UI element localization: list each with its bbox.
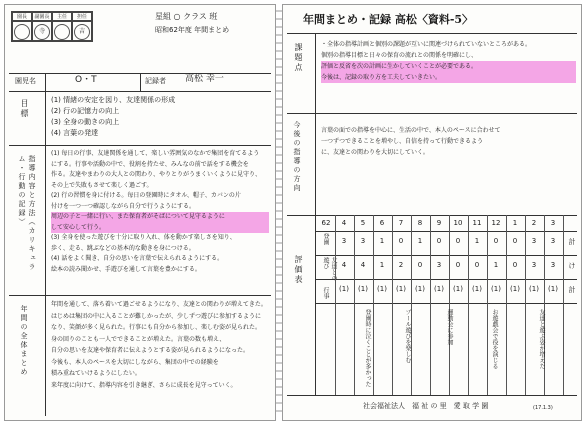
summary-line: 年間を通して、落ち着いて過ごせるようになり、友達との関わりが増えてきた。	[51, 301, 267, 308]
eval-value-cell: 0	[436, 237, 442, 245]
eval-value-cell: 0	[455, 261, 461, 269]
summary-line: 今後も、本人のペースを大切にしながら、集団の中での経験を	[51, 358, 219, 366]
guidance-line: その上で失敗もさせて楽しく過ごす。	[51, 181, 153, 189]
eval-value-cell: (1)	[434, 285, 444, 293]
eval-value-cell: 2	[398, 261, 404, 269]
seal-principal	[14, 24, 30, 40]
eval-value-cell: (1)	[548, 285, 558, 293]
column-rule	[411, 215, 412, 395]
issues-line-highlighted: 評価と反省を次の計画に生かしていくことが必要である。	[321, 61, 576, 72]
guidance-line: (2) 行の習慣を身に付ける。毎日の登園時にタオル、帽子、カバンの片	[51, 192, 241, 199]
eval-note: 登園時に泣くことが多かった	[364, 309, 371, 387]
eval-value-cell: 1	[493, 261, 499, 269]
month-header-cell: 2	[531, 219, 537, 227]
eval-value-cell: 3	[360, 237, 366, 245]
summary-line: 来年度に向けて、指導内容を引き継ぎ、さらに成長を見守っていく。	[51, 381, 237, 389]
eval-value-cell: 1	[379, 261, 385, 269]
guidance-line: 作る。友達やまわりの大人との関わり、やりとりがうまくいくように見守り、	[51, 171, 262, 178]
column-rule	[392, 215, 393, 395]
month-header-cell: 7	[398, 219, 404, 227]
guidance-line: 歩く、走る、跳ぶなどの基本的な動きを身につける。	[51, 244, 195, 252]
column-rule	[506, 215, 507, 395]
eval-value-cell: (1)	[453, 285, 463, 293]
eval-value-cell: 0	[455, 237, 461, 245]
eval-value-cell: 0	[512, 237, 518, 245]
column-rule	[487, 215, 488, 395]
eval-value-cell: (1)	[377, 285, 387, 293]
month-header-cell: 12	[491, 219, 501, 227]
goals-list	[51, 95, 266, 139]
eval-value-cell: (1)	[472, 285, 482, 293]
child-name: O・T	[75, 75, 97, 85]
approval-stamp-grid	[11, 11, 93, 42]
guidance-line-highlighted: 周辺の子と一緒に行い、また保育者がそばについて見守るように	[51, 212, 269, 223]
column-rule	[525, 215, 526, 395]
eval-note: 友達と遊ぶ姿が増えた	[538, 309, 545, 369]
stamp-label-teacher: 担任	[72, 12, 92, 21]
guidance-line: にする。行事や活動の中で、役割を持たせ、みんなの前で話をする機会を	[51, 160, 249, 168]
approach-label: 今後の指導の方向	[293, 121, 301, 193]
eval-value-cell: 3	[341, 237, 347, 245]
column-rule	[563, 215, 564, 395]
class-name: 星組 ○ クラス 班	[155, 12, 218, 21]
eval-value-cell: (1)	[358, 285, 368, 293]
eval-value-cell: 1	[474, 237, 480, 245]
guidance-text	[51, 149, 269, 275]
eval-value-cell: 1	[379, 237, 385, 245]
eval-value-cell: 1	[417, 237, 423, 245]
approach-line: 言葉の面での指導を中心に、生活の中で、本人のペースに合わせて	[321, 127, 501, 134]
eval-value-cell: (1)	[396, 285, 406, 293]
eval-value-cell: 0	[398, 237, 404, 245]
month-header-cell: 5	[360, 219, 366, 227]
eval-value-cell: 4	[360, 261, 366, 269]
guidance-line: (3) 全身を使った遊びを十分に取り入れ、体を動かす楽しさを知り、	[51, 234, 236, 241]
goal-item: (4) 言葉の発達	[51, 129, 99, 137]
issues-line: 個別の指導目標と日々の保育の流れとの関係を明確にし、	[321, 52, 478, 59]
goal-item: (3) 全身の動きの向上	[51, 118, 120, 126]
summary-line: はじめは集団の中に入ることが難しかったが、少しずつ遊びに参加するように	[51, 312, 262, 320]
eval-value-cell: 0	[474, 261, 480, 269]
approach-text	[321, 125, 576, 158]
goal-item: (1) 情緒の安定を図り、友達関係の形成	[51, 96, 176, 104]
eval-value-cell: (1)	[510, 285, 520, 293]
seal-vice: 寺	[34, 24, 50, 40]
sheet-title: 年間まとめ・記録 高松〈資料-5〉	[303, 13, 474, 26]
eval-value-cell: (1)	[491, 285, 501, 293]
footer-organization: 社会福祉法人 福 祉 の 里 愛 取 学 園	[363, 402, 489, 410]
eval-year: 62	[321, 219, 331, 227]
issues-line-highlighted: 今後は、記録の取り方を工夫していきたい。	[321, 72, 576, 83]
guidance-label: 指導内容と方法（カリキュラム・行動の記録）	[18, 155, 36, 272]
guidance-line: 付けを一つ一つ確認しながら自分で行うようにする。	[51, 202, 196, 210]
eval-value-cell: 3	[550, 237, 556, 245]
month-header-cell: 11	[472, 219, 482, 227]
stamp-label-vice: 副園長	[32, 12, 52, 21]
seal-chief	[54, 24, 70, 40]
guidance-line: (1) 毎日の行事、友達関係を通して、楽しい雰囲気のなかで集団を育てるよう	[51, 150, 260, 157]
guidance-line-highlighted: して安心して行う。	[51, 223, 269, 234]
issues-line: ・全体の指導計画と個別の課題が互いに関連づけられていないところがある。	[321, 41, 532, 48]
month-header-cell: 1	[512, 219, 518, 227]
column-rule	[373, 215, 374, 395]
column-rule	[335, 215, 336, 395]
recorder-label: 記録者	[145, 77, 166, 85]
summary-line: 自分の思いを友達や保育者に伝えようとする姿が見られるようになった。	[51, 347, 250, 354]
eval-row-suffix: け	[568, 262, 576, 270]
row-label-play: 友達との遊び	[322, 257, 337, 281]
eval-row-suffix: 計	[568, 286, 576, 294]
seal-teacher: 吉	[74, 24, 90, 40]
month-header-cell: 9	[436, 219, 442, 227]
eval-note: プール遊びを楽しむ	[404, 309, 411, 363]
eval-value-cell: 0	[512, 261, 518, 269]
eval-note: お遊戯会で役を演じる	[491, 309, 498, 369]
eval-note: 運動会に参加	[446, 309, 453, 345]
left-record-sheet	[4, 4, 276, 421]
summary-label: 年間の全体まとめ	[20, 305, 28, 377]
column-rule	[430, 215, 431, 395]
eval-value-cell: 3	[436, 261, 442, 269]
eval-value-cell: (1)	[529, 285, 539, 293]
approach-line: に、友達との関わりを大切にしていく。	[321, 149, 429, 156]
eval-value-cell: (1)	[415, 285, 425, 293]
eval-value-cell: 0	[493, 237, 499, 245]
stamp-label-chief: 主任	[52, 12, 72, 21]
summary-line: 積み重ねていけるようにしたい。	[51, 370, 141, 377]
evaluation-table	[315, 215, 577, 395]
eval-value-cell: 3	[550, 261, 556, 269]
column-rule	[468, 215, 469, 395]
footer-code: (17.1.3)	[533, 405, 553, 411]
month-header-cell: 10	[453, 219, 463, 227]
approach-line: 一つずつできることを増やし、自信を持って行動できるよう	[321, 138, 484, 145]
guidance-line: (4) 話をよく聞き、自分の思いを言葉で伝えられるようにする。	[51, 255, 224, 262]
eval-value-cell: 0	[417, 261, 423, 269]
issues-label: 課題点	[294, 43, 303, 73]
eval-row-suffix: 計	[568, 238, 576, 246]
column-rule	[354, 215, 355, 395]
month-header-cell: 3	[550, 219, 556, 227]
eval-label: 評価表	[294, 255, 303, 285]
eval-value-cell: 3	[531, 261, 537, 269]
month-header-cell: 4	[341, 219, 347, 227]
issues-text	[321, 39, 576, 83]
row-label-attendance: 登園	[322, 233, 329, 245]
record-period: 昭和62年度 年間まとめ	[155, 26, 230, 34]
month-header-cell: 6	[379, 219, 385, 227]
child-label: 園児名	[15, 77, 36, 85]
summary-line: なり、笑顔が多く見られた。行事にも自分から参加し、楽しむ姿が見られた。	[51, 324, 262, 331]
summary-line: 身の回りのことも一人でできることが増えた。言葉の数も増え、	[51, 335, 226, 343]
right-record-sheet	[282, 4, 582, 421]
recorder-name: 高松 幸一	[185, 74, 224, 84]
eval-value-cell: 3	[531, 237, 537, 245]
goal-item: (2) 行の記憶力の向上	[51, 107, 120, 115]
goals-label: 目標	[20, 99, 29, 119]
row-label-events: 行事	[322, 287, 329, 299]
eval-value-cell: 4	[341, 261, 347, 269]
stamp-label-principal: 園長	[12, 12, 32, 21]
eval-value-cell: (1)	[339, 285, 349, 293]
summary-text	[51, 299, 269, 391]
month-header-cell: 8	[417, 219, 423, 227]
guidance-line: 絵本の読み聞かせ、手遊びを通して言葉を豊かにする。	[51, 265, 201, 273]
